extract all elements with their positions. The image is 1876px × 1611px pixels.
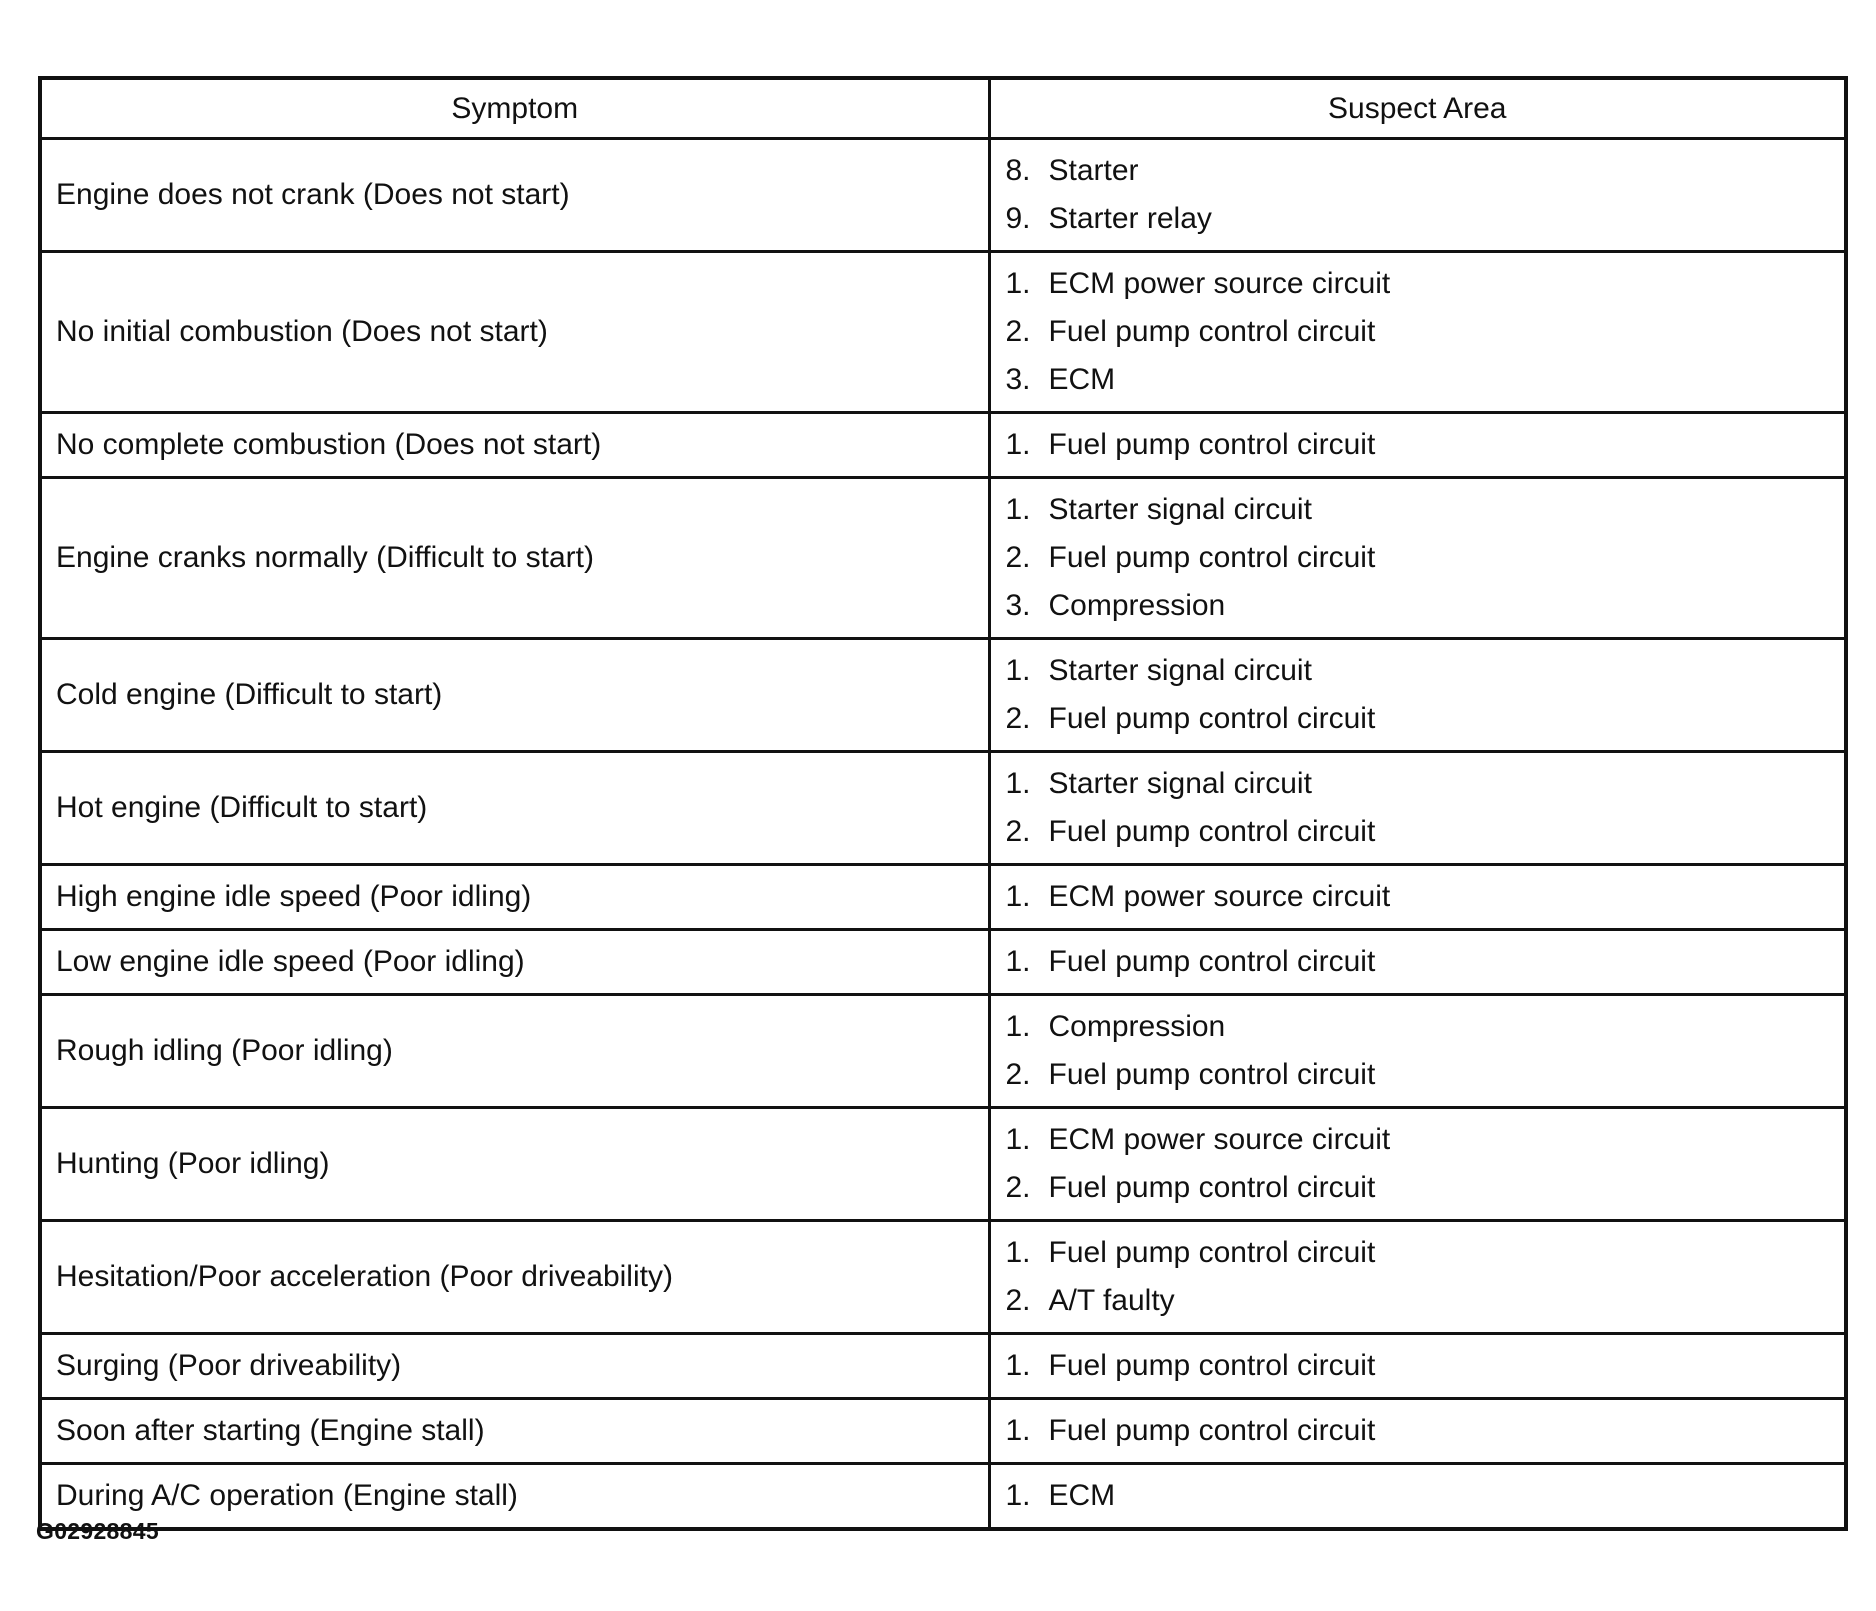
suspect-area-text: Starter signal circuit <box>1048 767 1312 800</box>
column-header-suspect-area: Suspect Area <box>989 78 1846 139</box>
table-row <box>40 478 1846 639</box>
suspect-area-number: 1. <box>1005 1349 1031 1382</box>
suspect-area-item <box>1006 695 1845 743</box>
suspect-area-item <box>1006 147 1845 195</box>
table-row <box>40 1464 1846 1530</box>
suspect-area-item <box>1006 260 1845 308</box>
symptom-cell: Rough idling (Poor idling) <box>40 995 989 1108</box>
symptom-cell: Low engine idle speed (Poor idling) <box>40 930 989 995</box>
symptom-cell: No complete combustion (Does not start) <box>40 413 989 478</box>
suspect-area-number: 1. <box>1005 1123 1031 1156</box>
suspect-area-item <box>1006 808 1845 856</box>
suspect-area-item <box>1006 938 1845 986</box>
suspect-area-number: 1. <box>1005 1414 1031 1447</box>
suspect-area-item <box>1006 1116 1845 1164</box>
column-header-symptom: Symptom <box>40 78 989 139</box>
suspect-area-item <box>1006 421 1845 469</box>
suspect-area-number: 1. <box>1005 428 1031 461</box>
suspect-area-cell <box>989 1464 1846 1530</box>
table-row <box>40 413 1846 478</box>
table-row <box>40 865 1846 930</box>
symptom-cell: Engine does not crank (Does not start) <box>40 139 989 252</box>
suspect-area-number: 2. <box>1005 541 1031 574</box>
suspect-area-text: Fuel pump control circuit <box>1048 1236 1376 1269</box>
suspect-area-item <box>1006 873 1845 921</box>
suspect-area-item <box>1006 760 1845 808</box>
suspect-area-item <box>1006 1277 1845 1325</box>
suspect-area-text: A/T faulty <box>1048 1284 1175 1317</box>
suspect-area-text: Starter relay <box>1048 202 1212 235</box>
suspect-area-number: 2. <box>1005 702 1031 735</box>
suspect-area-item <box>1006 308 1845 356</box>
suspect-area-text: Compression <box>1048 589 1226 622</box>
suspect-area-cell <box>989 139 1846 252</box>
figure-id: G02928845 <box>36 1518 159 1544</box>
suspect-area-text: ECM power source circuit <box>1048 267 1391 300</box>
symptom-cell: Hunting (Poor idling) <box>40 1108 989 1221</box>
suspect-area-cell <box>989 1221 1846 1334</box>
suspect-area-number: 1. <box>1005 767 1031 800</box>
suspect-area-cell <box>989 478 1846 639</box>
suspect-area-text: Fuel pump control circuit <box>1048 945 1376 978</box>
suspect-area-cell <box>989 413 1846 478</box>
symptom-cell: Engine cranks normally (Difficult to start) <box>40 478 989 639</box>
suspect-area-cell <box>989 930 1846 995</box>
suspect-area-cell <box>989 639 1846 752</box>
symptom-table <box>38 76 1848 1531</box>
suspect-area-number: 1. <box>1005 1010 1031 1043</box>
suspect-area-text: Fuel pump control circuit <box>1048 1171 1376 1204</box>
table-row <box>40 252 1846 413</box>
table-row <box>40 752 1846 865</box>
symptom-cell: Hesitation/Poor acceleration (Poor driveability) <box>40 1221 989 1334</box>
symptom-cell: Hot engine (Difficult to start) <box>40 752 989 865</box>
suspect-area-item <box>1006 1003 1845 1051</box>
suspect-area-item <box>1006 1164 1845 1212</box>
suspect-area-text: Fuel pump control circuit <box>1048 1414 1376 1447</box>
suspect-area-text: Fuel pump control circuit <box>1048 428 1376 461</box>
suspect-area-item <box>1006 1342 1845 1390</box>
symptom-cell: High engine idle speed (Poor idling) <box>40 865 989 930</box>
suspect-area-number: 9. <box>1005 202 1031 235</box>
suspect-area-item <box>1006 1051 1845 1099</box>
suspect-area-number: 1. <box>1005 267 1031 300</box>
suspect-area-cell <box>989 752 1846 865</box>
suspect-area-number: 1. <box>1005 945 1031 978</box>
table-row <box>40 1399 1846 1464</box>
suspect-area-text: Fuel pump control circuit <box>1048 702 1376 735</box>
suspect-area-cell <box>989 865 1846 930</box>
suspect-area-number: 2. <box>1005 815 1031 848</box>
suspect-area-text: ECM <box>1048 1479 1116 1512</box>
suspect-area-text: Fuel pump control circuit <box>1048 1349 1376 1382</box>
suspect-area-item <box>1006 486 1845 534</box>
suspect-area-text: ECM <box>1048 363 1116 396</box>
suspect-area-number: 1. <box>1005 1236 1031 1269</box>
symptom-cell: No initial combustion (Does not start) <box>40 252 989 413</box>
suspect-area-cell <box>989 1399 1846 1464</box>
suspect-area-number: 2. <box>1005 1058 1031 1091</box>
table-row <box>40 1334 1846 1399</box>
suspect-area-text: Starter <box>1048 154 1139 187</box>
suspect-area-text: Fuel pump control circuit <box>1048 315 1376 348</box>
suspect-area-item <box>1006 1407 1845 1455</box>
suspect-area-item <box>1006 534 1845 582</box>
suspect-area-text: Starter signal circuit <box>1048 493 1312 526</box>
suspect-area-number: 2. <box>1005 1284 1031 1317</box>
suspect-area-cell <box>989 252 1846 413</box>
symptom-cell: Surging (Poor driveability) <box>40 1334 989 1399</box>
symptom-cell: Cold engine (Difficult to start) <box>40 639 989 752</box>
suspect-area-cell <box>989 1334 1846 1399</box>
suspect-area-number: 2. <box>1005 1171 1031 1204</box>
suspect-area-text: Starter signal circuit <box>1048 654 1312 687</box>
suspect-area-number: 1. <box>1005 493 1031 526</box>
suspect-area-item <box>1006 356 1845 404</box>
symptom-cell: Soon after starting (Engine stall) <box>40 1399 989 1464</box>
symptom-cell: During A/C operation (Engine stall) <box>40 1464 989 1530</box>
table-row <box>40 995 1846 1108</box>
table-row <box>40 639 1846 752</box>
suspect-area-text: Fuel pump control circuit <box>1048 541 1376 574</box>
table-row <box>40 139 1846 252</box>
suspect-area-number: 1. <box>1005 880 1031 913</box>
table-row <box>40 930 1846 995</box>
suspect-area-number: 3. <box>1005 363 1031 396</box>
suspect-area-item <box>1006 1229 1845 1277</box>
suspect-area-item <box>1006 582 1845 630</box>
suspect-area-item <box>1006 195 1845 243</box>
suspect-area-number: 1. <box>1005 1479 1031 1512</box>
suspect-area-number: 2. <box>1005 315 1031 348</box>
suspect-area-text: Fuel pump control circuit <box>1048 815 1376 848</box>
suspect-area-text: ECM power source circuit <box>1048 880 1391 913</box>
suspect-area-text: ECM power source circuit <box>1048 1123 1391 1156</box>
suspect-area-item <box>1006 1472 1845 1520</box>
suspect-area-text: Fuel pump control circuit <box>1048 1058 1376 1091</box>
table-row <box>40 1221 1846 1334</box>
suspect-area-text: Compression <box>1048 1010 1226 1043</box>
table-body <box>40 139 1846 1530</box>
suspect-area-cell <box>989 1108 1846 1221</box>
suspect-area-item <box>1006 647 1845 695</box>
suspect-area-number: 8. <box>1005 154 1031 187</box>
suspect-area-number: 1. <box>1005 654 1031 687</box>
table-row <box>40 1108 1846 1221</box>
suspect-area-cell <box>989 995 1846 1108</box>
table-header-row <box>40 78 1846 139</box>
suspect-area-number: 3. <box>1005 589 1031 622</box>
